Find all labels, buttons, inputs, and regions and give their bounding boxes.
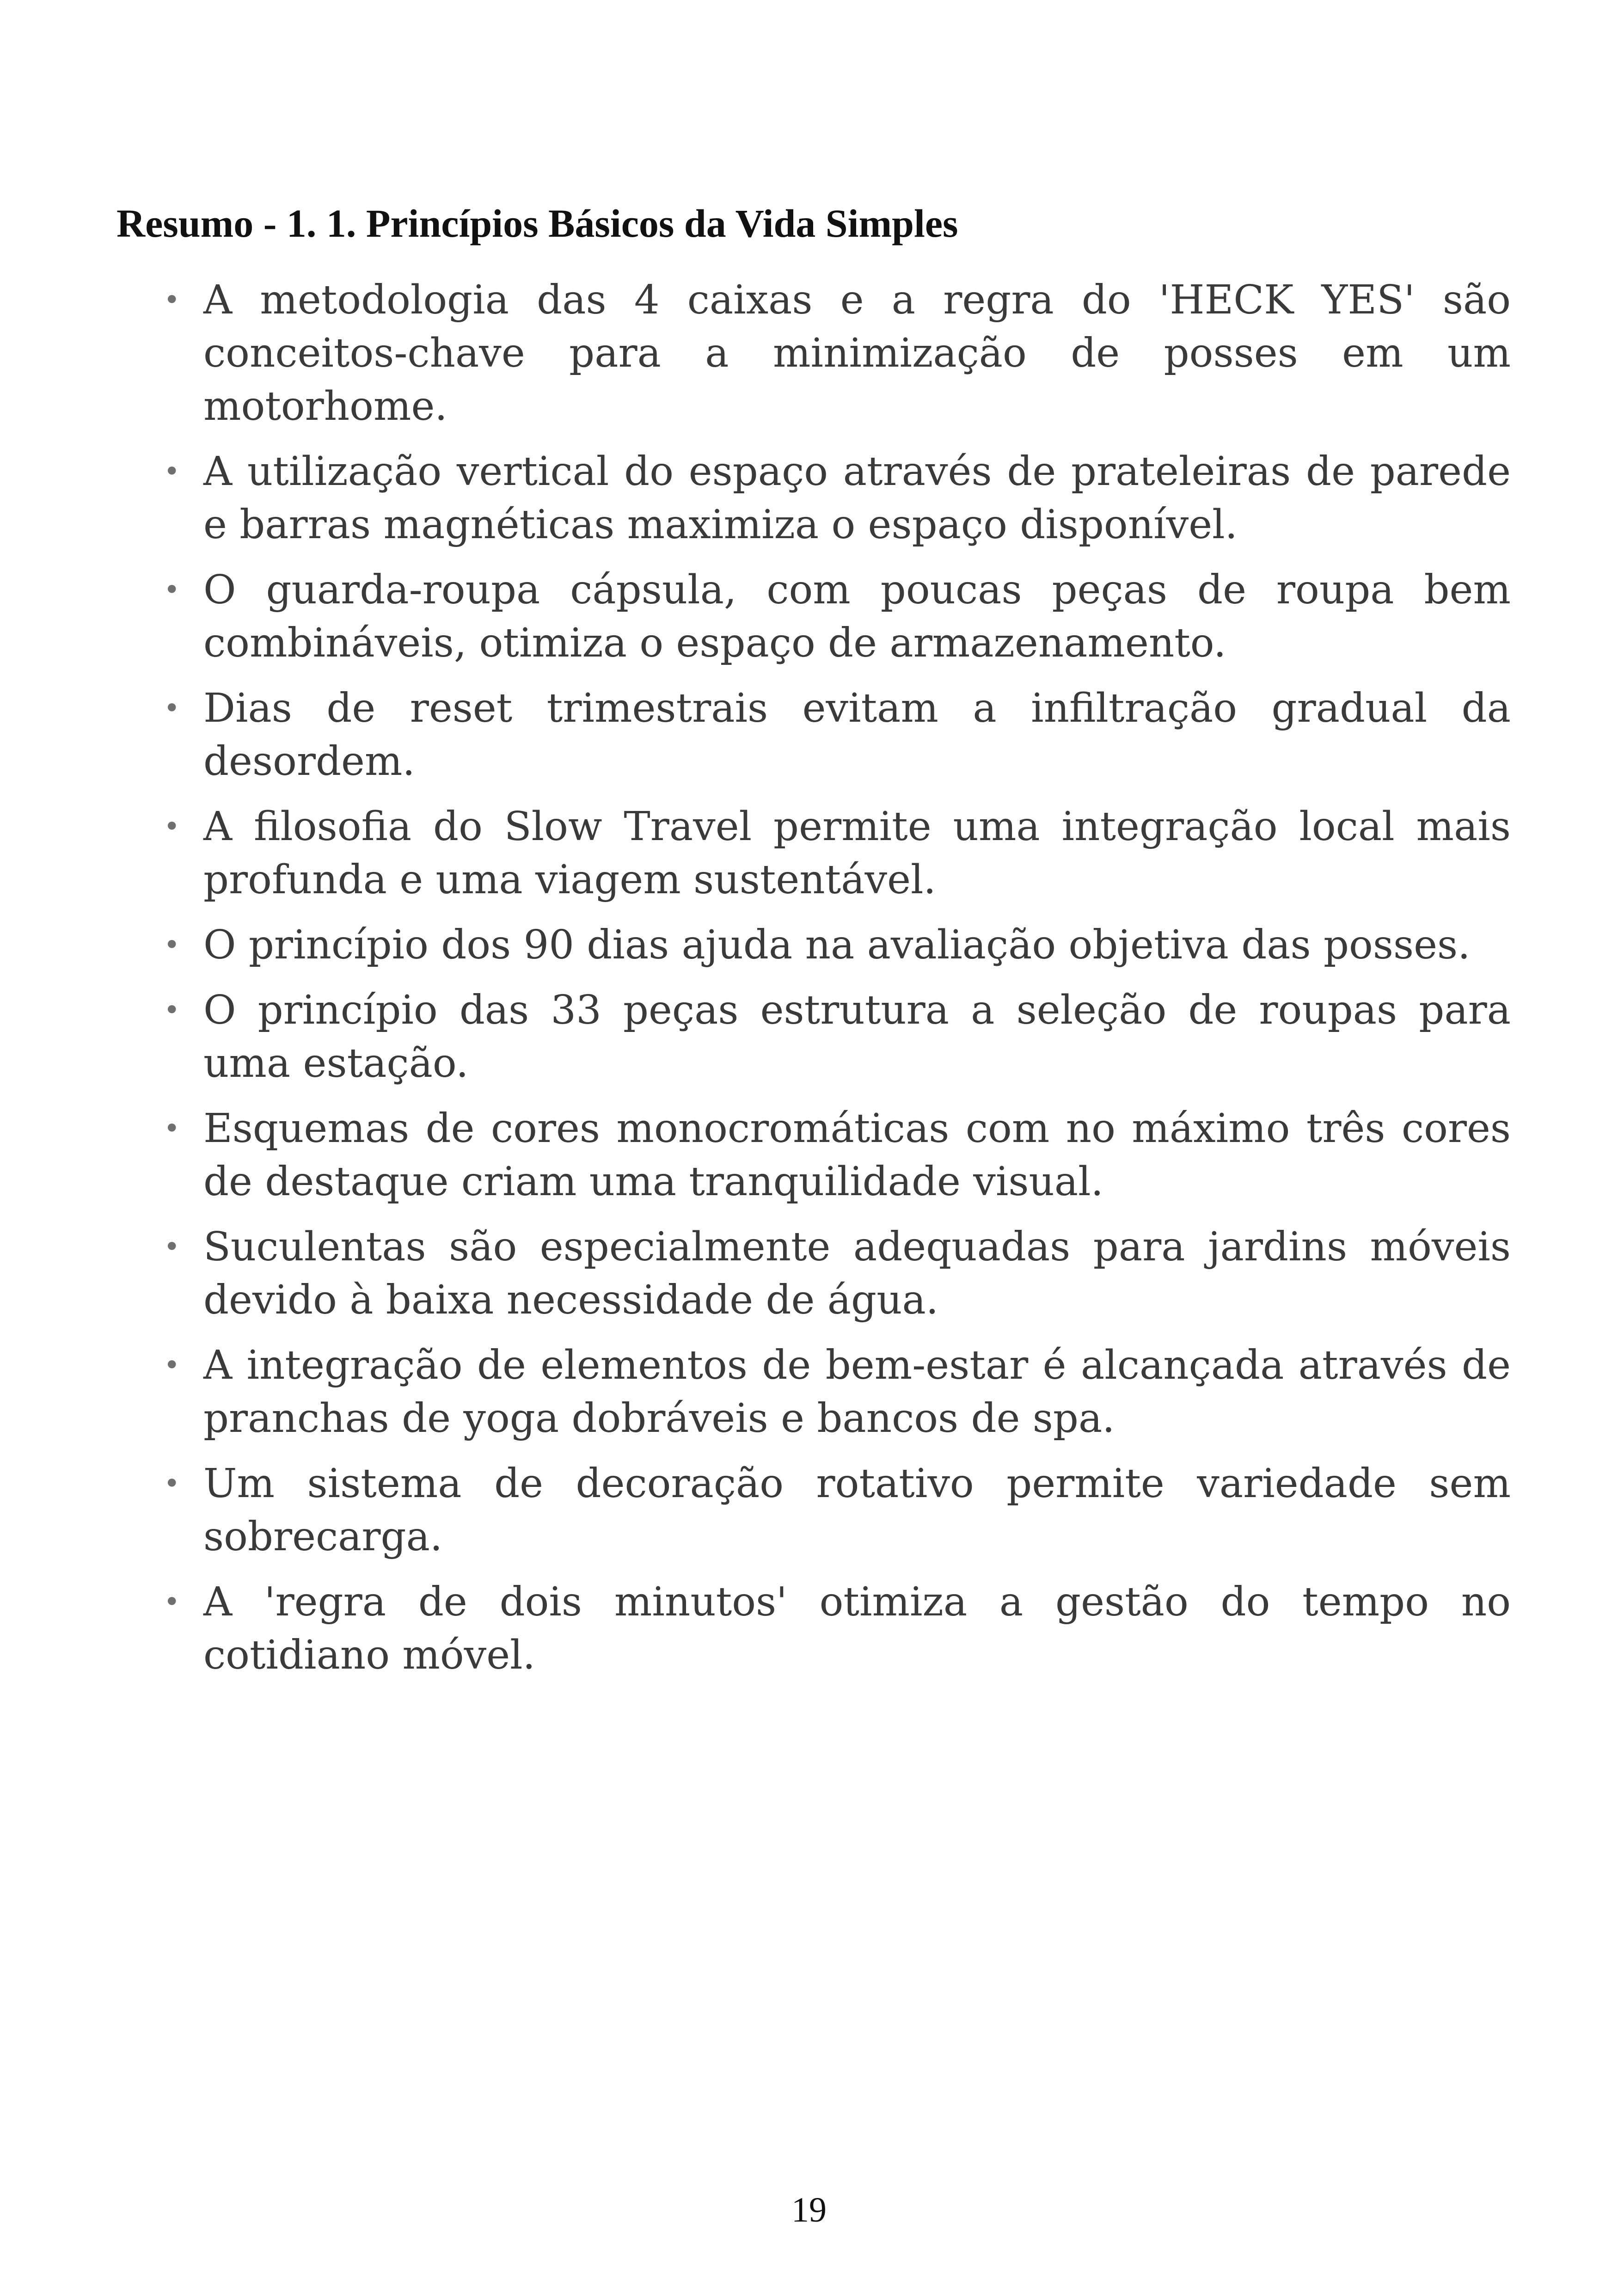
- bullet-item: [164, 564, 1511, 670]
- bullet-item: [164, 984, 1511, 1090]
- bullet-item: [164, 800, 1511, 907]
- bullet-icon: •: [164, 455, 180, 488]
- bullet-text: Um sistema de decoração rotativo permite variedade sem sobrecarga.: [203, 1461, 1511, 1560]
- bullet-icon: •: [164, 1586, 180, 1618]
- bullet-text: Esquemas de cores monocromáticas com no máximo três cores de destaque criam uma tranquilidade visual.: [203, 1105, 1511, 1205]
- bullet-icon: •: [164, 574, 180, 606]
- bullet-icon: •: [164, 1467, 180, 1500]
- bullet-icon: •: [164, 929, 180, 961]
- bullet-text: A metodologia das 4 caixas e a regra do 'HECK YES' são conceitos-chave para a minimização de posses em um motorhome.: [203, 277, 1511, 430]
- bullet-item: [164, 1339, 1511, 1445]
- summary-bullet-list: [164, 274, 1511, 1694]
- bullet-item: [164, 445, 1511, 552]
- bullet-icon: •: [164, 1349, 180, 1381]
- bullet-icon: •: [164, 810, 180, 843]
- bullet-item: [164, 1102, 1511, 1209]
- bullet-icon: •: [164, 692, 180, 724]
- bullet-text: A integração de elementos de bem-estar é alcançada através de pranchas de yoga dobráveis e bancos de spa.: [203, 1342, 1511, 1442]
- bullet-icon: •: [164, 1112, 180, 1145]
- bullet-text: O princípio das 33 peças estrutura a seleção de roupas para uma estação.: [203, 987, 1511, 1087]
- bullet-item: [164, 919, 1511, 972]
- bullet-text: A filosofia do Slow Travel permite uma integração local mais profunda e uma viagem sustentável.: [203, 804, 1511, 903]
- bullet-text: A 'regra de dois minutos' otimiza a gestão do tempo no cotidiano móvel.: [203, 1579, 1511, 1678]
- bullet-icon: •: [164, 284, 180, 316]
- bullet-text: Suculentas são especialmente adequadas para jardins móveis devido à baixa necessidade de água.: [203, 1224, 1511, 1323]
- bullet-text: O guarda-roupa cápsula, com poucas peças de roupa bem combináveis, otimiza o espaço de armazenamento.: [203, 567, 1511, 666]
- bullet-text: O princípio dos 90 dias ajuda na avaliação objetiva das posses.: [203, 922, 1471, 968]
- bullet-icon: •: [164, 1231, 180, 1263]
- bullet-item: [164, 1221, 1511, 1327]
- bullet-icon: •: [164, 994, 180, 1026]
- page-number: 19: [791, 2191, 827, 2229]
- bullet-item: [164, 274, 1511, 433]
- bullet-item: [164, 1457, 1511, 1564]
- bullet-item: [164, 1576, 1511, 1682]
- bullet-item: [164, 682, 1511, 788]
- summary-title: Resumo - 1. 1. Princípios Básicos da Vida Simples: [116, 201, 958, 246]
- bullet-text: Dias de reset trimestrais evitam a infiltração gradual da desordem.: [203, 685, 1511, 785]
- bullet-text: A utilização vertical do espaço através de prateleiras de parede e barras magnéticas maximiza o espaço disponível.: [203, 448, 1511, 548]
